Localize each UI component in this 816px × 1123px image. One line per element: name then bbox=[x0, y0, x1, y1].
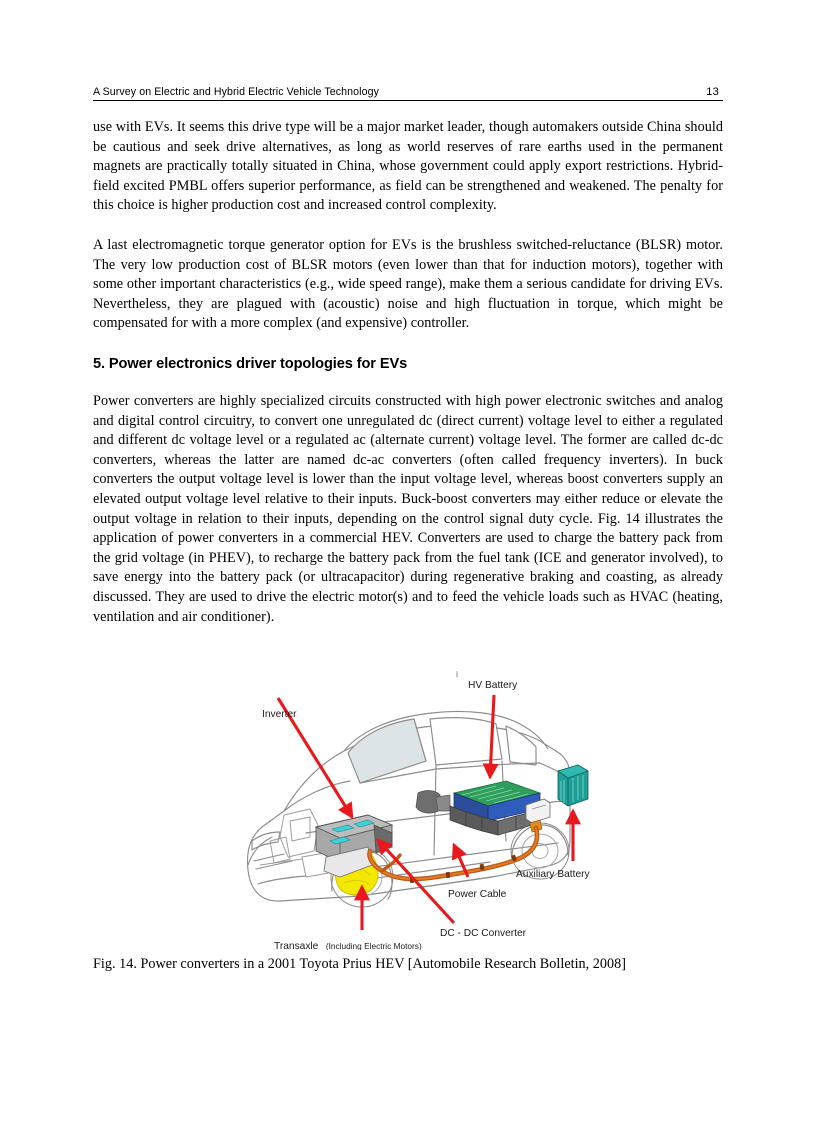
header-title: A Survey on Electric and Hybrid Electric Vehicle Technology bbox=[93, 86, 379, 98]
page-number: 13 bbox=[706, 86, 719, 98]
body-paragraph-1: use with EVs. It seems this drive type will be a major market leader, though automakers outside China should be cautious and seek drive alternatives, as long as world reserves of rare earths used in the permanent magnets are practically totally situated in China, whose government could apply export restrictions. Hybrid-field excited PMBL offers superior performance, as field can be strengthened and weakened. The penalty for this choice is higher production cost and increased control complexity. bbox=[93, 119, 723, 214]
auxiliary-battery-component bbox=[558, 765, 588, 806]
body-paragraph-3: Power converters are highly specialized circuits constructed with high power electronic switches and analog and digital control circuitry, to convert one unregulated dc (direct current) voltage level to either a regulated and different dc voltage level or a regulated ac (alternate current) voltage level. The former are called dc-dc converters, whereas the latter are named dc-ac converters (often called frequency inverters). In buck converters the output voltage level is lower than the input voltage level, whereas boost converters supply an elevated output voltage level relative to their inputs. Buck-boost converters may either reduce or elevate the output voltage in relation to their inputs, depending on the control signal duty cycle. Fig. 14 illustrates the application of power converters in a commercial HEV. Converters are used to charge the battery pack from the grid voltage (in PHEV), to recharge the battery pack from the fuel tank (ICE and generator involved), to save energy into the battery pack (or ultracapacitor) during regenerative braking and coasting, as already discussed. They are used to drive the electric motor(s) and to feed the vehicle loads such as HVAC (heating, ventilation and air conditioner). bbox=[93, 393, 723, 625]
label-transaxle-main: Transaxle bbox=[274, 941, 319, 950]
page-header bbox=[93, 79, 723, 101]
label-auxiliary-battery: Auxiliary Battery bbox=[516, 869, 590, 880]
label-inverter: Inverter bbox=[262, 709, 297, 720]
paragraph-block-3 bbox=[93, 392, 723, 627]
body-paragraph-2: A last electromagnetic torque generator option for EVs is the brushless switched-reluctance (BLSR) motor. The very low production cost of BLSR motors (even lower than that for induction motors), together with some other important characteristics (e.g., wide speed range), make them a serious candidate for driving EVs. Nevertheless, they are plagued with (acoustic) noise and high fluctuation in torque, which might be compensated for with a more complex (and expensive) controller. bbox=[93, 237, 723, 332]
label-transaxle-sub: (Including Electric Motors) bbox=[325, 941, 422, 950]
figure-illustration bbox=[240, 665, 640, 950]
label-hv-battery: HV Battery bbox=[468, 680, 518, 691]
label-power-cable: Power Cable bbox=[448, 889, 507, 900]
figure-14 bbox=[93, 665, 723, 950]
figure-caption: Fig. 14. Power converters in a 2001 Toyota Prius HEV [Automobile Research Bolletin, 2008] bbox=[93, 956, 627, 972]
section-heading: 5. Power electronics driver topologies for EVs bbox=[93, 356, 408, 372]
figure-artifact-mark: i bbox=[456, 670, 458, 679]
label-dc-dc-converter: DC - DC Converter bbox=[440, 928, 527, 939]
prius-cutaway-diagram bbox=[240, 665, 640, 950]
paragraph-block-1 bbox=[93, 118, 723, 216]
paragraph-block-2 bbox=[93, 236, 723, 334]
